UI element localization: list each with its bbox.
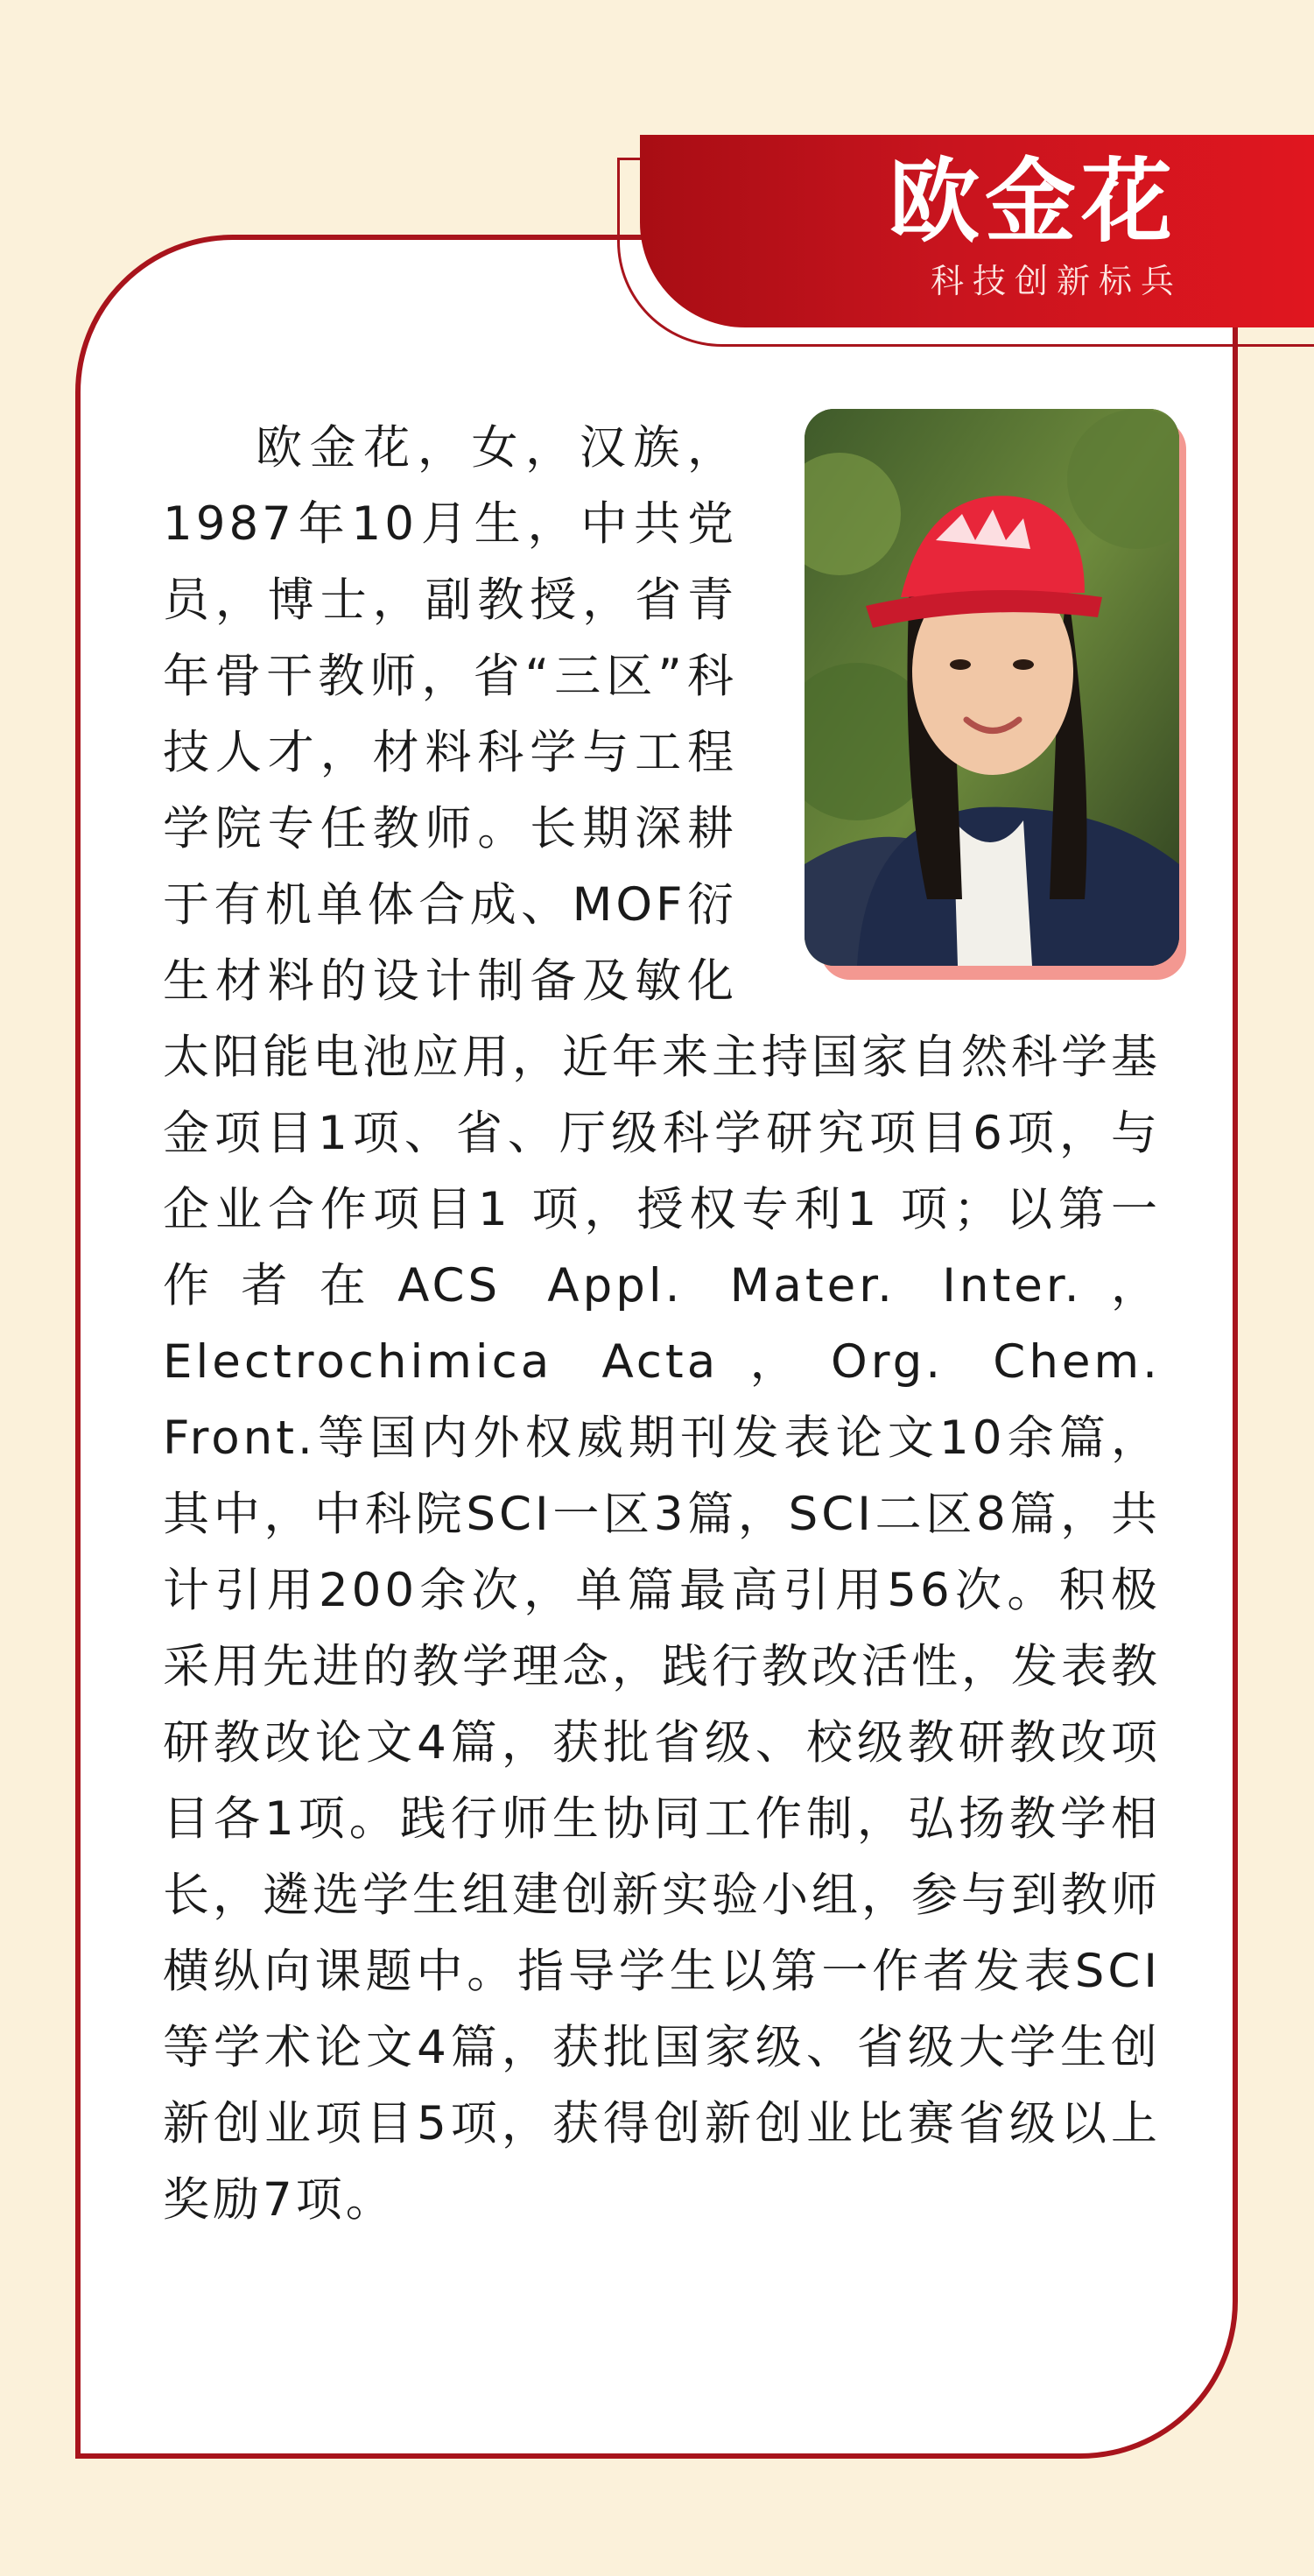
biography-text [163, 410, 1161, 2238]
person-name: 欧金花 [888, 148, 1177, 255]
biography-paragraph: 欧金花，女，汉族，1987年10月生，中共党员，博士，副教授，省青年骨干教师，省“三区”科技人才，材料科学与工程学院专任教师。长期深耕于有机单体合成、MOF衍生材料的设计制备及敏化太阳能电池应用，近年来主持国家自然科学基金项目1项、省、厅级科学研究项目6项，与企业合作项目1 项，授权专利1 项；以第一作者在ACS Appl. Mater. Inter.，Electrochimica Acta，Org. Chem. Front.等国内外权威期刊发表论文10余篇，其中，中科院SCI一区3篇，SCI二区8篇，共计引用200余次，单篇最高引用56次。积极采用先进的教学理念，践行教改活性，发表教研教改论文4篇，获批省级、校级教研教改项目各1项。践行师生协同工作制，弘扬教学相长，遴选学生组建创新实验小组，参与到教师横纵向课题中。指导学生以第一作者发表SCI等学术论文4篇，获批国家级、省级大学生创新创业项目5项，获得创新创业比赛省级以上奖励7项。 [163, 421, 1161, 2227]
honor-title: 科技创新标兵 [930, 262, 1183, 300]
photo-text-wrap-space [762, 410, 1161, 1019]
